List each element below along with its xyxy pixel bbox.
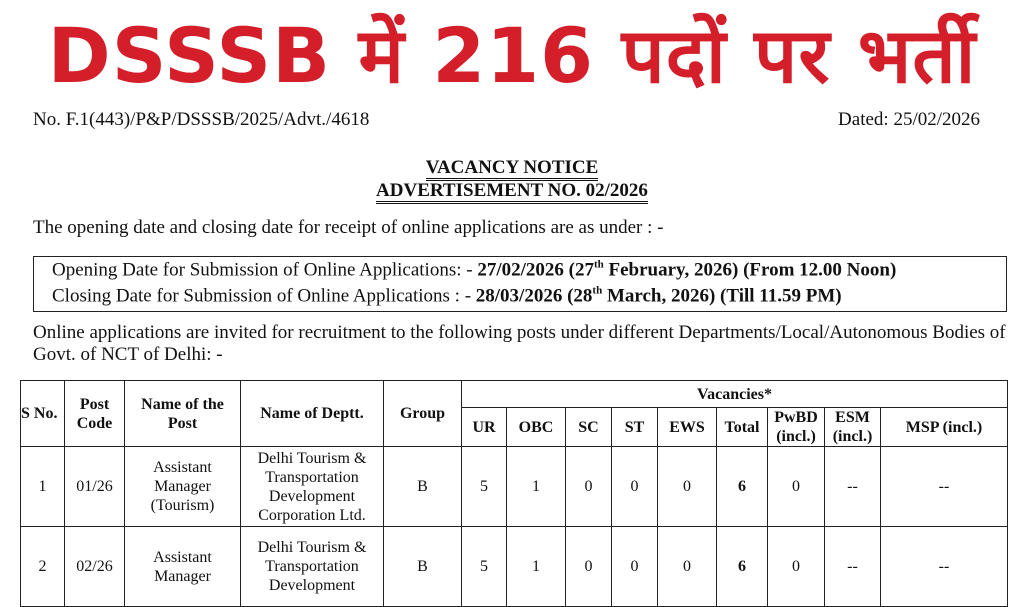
cell-msp: -- [881,447,1008,527]
header-esm: ESM (incl.) [825,408,881,447]
cell-pwbd: 0 [768,527,825,607]
advertisement-number: ADVERTISEMENT NO. 02/2026 [0,180,1024,202]
dates-box [33,256,1007,312]
cell-msp: -- [881,527,1008,607]
cell-ur: 5 [462,527,507,607]
cell-obc: 1 [507,447,566,527]
notice-title: VACANCY NOTICE [0,157,1024,179]
cell-esm: -- [825,447,881,527]
cell-post-name: Assistant Manager [125,527,241,607]
intro-text: The opening date and closing date for receipt of online applications are as under : - [33,217,664,238]
header-sc: SC [566,408,612,447]
cell-total: 6 [717,447,768,527]
cell-sno: 2 [21,527,65,607]
opening-date-line: Opening Date for Submission of Online Applications: - 27/02/2026 (27th February, 2026) (From 12.00 Noon) [52,259,897,281]
notice-date: Dated: 25/02/2026 [838,109,980,130]
cell-deptt: Delhi Tourism & Transportation Development Corporation Ltd. [241,447,384,527]
vacancy-table [20,380,1008,607]
header-obc: OBC [507,408,566,447]
header-post-name: Name of the Post [125,381,241,447]
cell-obc: 1 [507,527,566,607]
cell-group: B [384,527,462,607]
invitation-paragraph: Online applications are invited for recruitment to the following posts under different Departments/Local/Autonomous Bodies of Govt. of NCT of Delhi: - [33,322,1006,365]
closing-date-line: Closing Date for Submission of Online Applications : - 28/03/2026 (28th March, 2026) (Till 11.59 PM) [52,285,842,307]
cell-ews: 0 [658,447,717,527]
cell-post-code: 01/26 [65,447,125,527]
cell-post-code: 02/26 [65,527,125,607]
cell-ur: 5 [462,447,507,527]
header-group: Group [384,381,462,447]
header-ur: UR [462,408,507,447]
cell-st: 0 [612,527,658,607]
cell-sno: 1 [21,447,65,527]
header-msp: MSP (incl.) [881,408,1008,447]
cell-ews: 0 [658,527,717,607]
header-pwbd: PwBD (incl.) [768,408,825,447]
table-row [21,447,1008,527]
header-sno: S No. [21,381,65,447]
cell-esm: -- [825,527,881,607]
header-deptt: Name of Deptt. [241,381,384,447]
headline-banner: DSSSB में 216 पदों पर भर्ती [47,11,977,100]
header-vacancies: Vacancies* [462,381,1008,408]
cell-sc: 0 [566,527,612,607]
header-st: ST [612,408,658,447]
header-ews: EWS [658,408,717,447]
cell-pwbd: 0 [768,447,825,527]
cell-deptt: Delhi Tourism & Transportation Development [241,527,384,607]
table-row [21,527,1008,607]
reference-number: No. F.1(443)/P&P/DSSSB/2025/Advt./4618 [33,109,370,130]
cell-post-name: Assistant Manager (Tourism) [125,447,241,527]
cell-st: 0 [612,447,658,527]
cell-sc: 0 [566,447,612,527]
header-total: Total [717,408,768,447]
cell-group: B [384,447,462,527]
header-post-code: Post Code [65,381,125,447]
cell-total: 6 [717,527,768,607]
